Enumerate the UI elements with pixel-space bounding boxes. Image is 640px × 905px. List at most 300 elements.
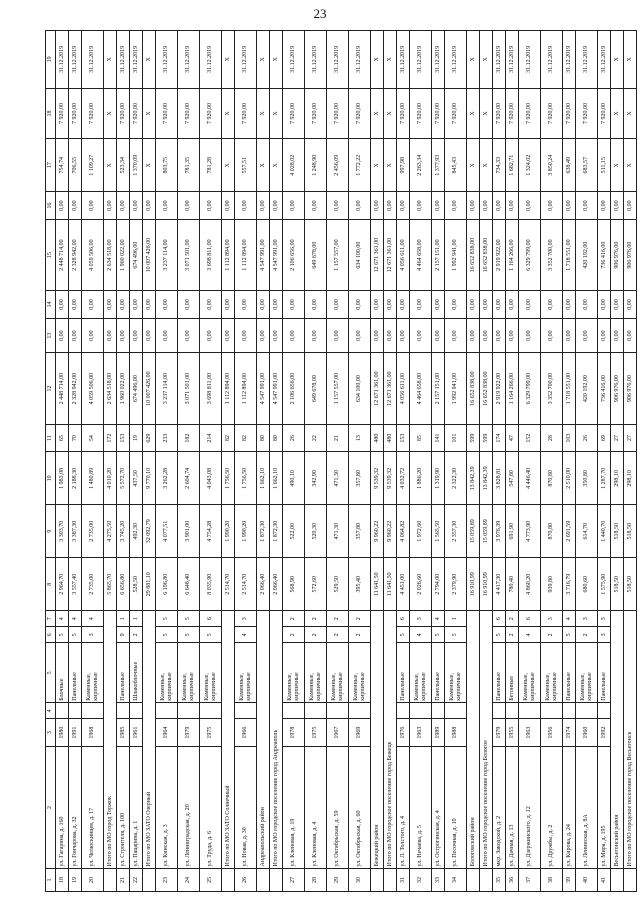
- table-cell: 1 756,50: [222, 452, 235, 505]
- table-cell: 3: [410, 611, 432, 627]
- table-cell: 1 682,71: [506, 139, 519, 192]
- table-cell: 4 860,20: [519, 558, 541, 611]
- table-row: [69, 31, 82, 892]
- table-cell: 7 920,00: [493, 88, 506, 139]
- table-cell: 31.12.2019: [130, 31, 143, 89]
- table-cell: 0,00: [541, 291, 563, 319]
- table-cell: 13 842,39: [480, 452, 493, 505]
- table-cell: X: [467, 88, 480, 139]
- table-cell: 3: [82, 627, 104, 643]
- table-cell: 5: [178, 627, 200, 643]
- table-cell: 31.12.2019: [519, 31, 541, 89]
- table-cell: 0,00: [143, 318, 156, 353]
- table-cell: 1956: [541, 719, 563, 747]
- table-cell: [143, 868, 156, 891]
- table-cell: 781,28: [200, 139, 222, 192]
- table-cell: 781,35: [178, 139, 200, 192]
- table-cell: [200, 703, 222, 719]
- table-cell: 1974: [563, 719, 576, 747]
- table-cell: 2: [283, 611, 305, 627]
- table-cell: 0,00: [117, 318, 130, 353]
- table-cell: [371, 868, 384, 891]
- table-cell: 2: [305, 611, 327, 627]
- table-cell: 4: [82, 611, 104, 627]
- table-row: [305, 31, 327, 892]
- table-cell: Каменные, кирпичные: [82, 643, 104, 703]
- table-cell: 4 754,28: [200, 505, 222, 558]
- table-cell: 0,00: [384, 192, 397, 220]
- table-cell: [56, 703, 69, 719]
- table-cell: 1 248,90: [305, 139, 327, 192]
- table-row: [130, 31, 143, 892]
- table-cell: 480: [384, 424, 397, 452]
- table-cell: 7 920,00: [519, 88, 541, 139]
- table-cell: 1980: [56, 719, 69, 747]
- table-cell: 3 716,79: [563, 558, 576, 611]
- table-cell: 7 920,00: [327, 88, 349, 139]
- table-cell: 7 920,00: [397, 88, 410, 139]
- table-cell: 471,30: [327, 452, 349, 505]
- rotated-table-container: [45, 30, 633, 892]
- table-cell: 1978: [283, 719, 305, 747]
- table-cell: 27: [283, 868, 305, 891]
- column-number-cell: 10: [46, 452, 56, 505]
- subtotal-row: [270, 31, 283, 892]
- table-cell: Каменные, кирпичные: [541, 643, 563, 703]
- table-cell: X: [257, 31, 270, 89]
- table-cell: 0,00: [104, 192, 117, 220]
- table-cell: 0,00: [432, 318, 445, 353]
- table-cell: 2 263,34: [410, 139, 432, 192]
- table-row: [519, 31, 541, 892]
- subtotal-label: Бежецкий район: [371, 611, 384, 869]
- table-cell: 31.12.2019: [69, 31, 82, 89]
- table-cell: X: [467, 31, 480, 89]
- table-cell: 7 920,00: [130, 88, 143, 139]
- subtotal-row: [480, 31, 493, 892]
- table-cell: 3: [598, 627, 611, 643]
- table-cell: 0,00: [445, 192, 467, 220]
- table-cell: 0,00: [519, 318, 541, 353]
- table-cell: 6 648,40: [178, 558, 200, 611]
- table-cell: X: [371, 88, 384, 139]
- table-cell: Панельные: [493, 643, 506, 703]
- table-cell: 3: [576, 611, 598, 627]
- table-row: [541, 31, 563, 892]
- table-cell: 0,00: [611, 291, 624, 319]
- table-cell: ул. Песочная, д. 10: [445, 746, 467, 868]
- table-cell: 780,40: [506, 558, 519, 611]
- table-row: [178, 31, 200, 892]
- table-cell: 28: [305, 868, 327, 891]
- table-cell: 7 920,00: [506, 88, 519, 139]
- table-cell: 2: [130, 627, 143, 643]
- column-number-cell: 9: [46, 505, 56, 558]
- table-cell: 4 056 611,00: [397, 219, 410, 290]
- table-cell: 736 416,00: [598, 219, 611, 290]
- table-cell: 31.12.2019: [432, 31, 445, 89]
- table-cell: 40: [576, 868, 598, 891]
- table-cell: 3 698 811,00: [200, 219, 222, 290]
- subtotal-label: Итого по МО ЗАТО Озерный: [143, 611, 156, 869]
- table-cell: 7 920,00: [235, 88, 257, 139]
- table-cell: 1989: [432, 719, 445, 747]
- table-cell: 0,00: [305, 291, 327, 319]
- table-cell: 16 652 838,00: [480, 353, 493, 424]
- table-cell: 3 828,81: [493, 452, 506, 505]
- table-cell: 3: [598, 611, 611, 627]
- column-number-cell: 8: [46, 558, 56, 611]
- table-cell: 0,00: [445, 318, 467, 353]
- table-cell: 528,50: [130, 558, 143, 611]
- table-cell: 0,00: [56, 192, 69, 220]
- table-row: [200, 31, 222, 892]
- table-cell: [467, 868, 480, 891]
- table-cell: 233: [156, 424, 178, 452]
- table-cell: 1 164 266,00: [506, 353, 519, 424]
- table-cell: ул. Пацарина, д. 1: [130, 746, 143, 868]
- table-cell: 4 077,51: [156, 505, 178, 558]
- table-cell: 38: [541, 868, 563, 891]
- table-cell: 1 112 894,00: [235, 219, 257, 290]
- table-cell: Каменные, кирпичные: [349, 643, 371, 703]
- table-row: [56, 31, 69, 892]
- table-cell: 649 678,00: [305, 219, 327, 290]
- table-cell: 0,00: [104, 291, 117, 319]
- table-cell: 31.12.2019: [117, 31, 130, 89]
- table-cell: 22: [305, 424, 327, 452]
- table-cell: 16 910,99: [480, 558, 493, 611]
- table-cell: 5: [445, 627, 467, 643]
- table-cell: 4 056 611,00: [397, 353, 410, 424]
- table-cell: 141: [432, 424, 445, 452]
- column-number-cell: 16: [46, 192, 56, 220]
- table-cell: 1 872,30: [257, 505, 270, 558]
- table-cell: 2 026,60: [410, 558, 432, 611]
- table-cell: ул. Дружбы, д. 2: [541, 746, 563, 868]
- table-cell: 520,30: [305, 505, 327, 558]
- table-cell: 3 237 114,00: [156, 353, 178, 424]
- table-cell: 5: [493, 627, 506, 643]
- table-cell: 674 496,00: [130, 219, 143, 290]
- table-cell: X: [624, 88, 637, 139]
- table-cell: 25: [200, 868, 222, 891]
- table-cell: 2: [541, 627, 563, 643]
- table-cell: 0,00: [349, 192, 371, 220]
- table-cell: 153: [397, 424, 410, 452]
- table-cell: 5: [156, 611, 178, 627]
- table-cell: 24: [178, 868, 200, 891]
- table-cell: 0,00: [480, 192, 493, 220]
- table-cell: 31.12.2019: [397, 31, 410, 89]
- table-cell: 31.12.2019: [410, 31, 432, 89]
- table-cell: 21: [117, 868, 130, 891]
- table-cell: 1 772,22: [349, 139, 371, 192]
- table-cell: ул. Кленовая, д. 19: [283, 746, 305, 868]
- table-cell: [327, 703, 349, 719]
- table-cell: 31.12.2019: [82, 31, 104, 89]
- table-cell: 0,00: [156, 291, 178, 319]
- table-cell: 706,55: [69, 139, 82, 192]
- table-cell: 2: [283, 627, 305, 643]
- table-cell: 31: [397, 868, 410, 891]
- table-cell: 0,00: [117, 192, 130, 220]
- table-cell: 906 976,00: [624, 353, 637, 424]
- table-cell: 634 100,00: [349, 219, 371, 290]
- table-cell: 31.12.2019: [563, 31, 576, 89]
- table-cell: 0,00: [235, 192, 257, 220]
- table-cell: 5: [56, 627, 69, 643]
- table-cell: 0,00: [541, 192, 563, 220]
- table-cell: X: [143, 88, 156, 139]
- table-cell: [563, 703, 576, 719]
- table-cell: 680,60: [576, 558, 598, 611]
- column-number-cell: 17: [46, 139, 56, 192]
- table-cell: ул. Мира, д. 195: [598, 746, 611, 868]
- table-cell: ул. Ленинская, д. 8А: [576, 746, 598, 868]
- table-cell: X: [611, 31, 624, 89]
- table-cell: 0,00: [563, 192, 576, 220]
- table-cell: [611, 868, 624, 891]
- table-cell: 2: [327, 611, 349, 627]
- table-cell: 0,00: [384, 291, 397, 319]
- table-cell: 6: [200, 611, 222, 627]
- table-cell: 629: [143, 424, 156, 452]
- table-cell: 26: [576, 424, 598, 452]
- table-cell: [156, 703, 178, 719]
- table-cell: X: [624, 139, 637, 192]
- page-number: 23: [313, 6, 327, 21]
- table-cell: 638,49: [563, 139, 576, 192]
- table-cell: 69: [598, 424, 611, 452]
- table-cell: 3 557,40: [69, 558, 82, 611]
- table-cell: 298,10: [624, 452, 637, 505]
- column-number-cell: 14: [46, 291, 56, 319]
- table-cell: X: [480, 88, 493, 139]
- table-cell: 4: [56, 611, 69, 627]
- table-cell: 31.12.2019: [56, 31, 69, 89]
- table-cell: 2 328 942,00: [69, 219, 82, 290]
- table-row: [432, 31, 445, 892]
- table-cell: 6 329 799,00: [519, 353, 541, 424]
- table-cell: [178, 703, 200, 719]
- table-cell: 0,00: [506, 192, 519, 220]
- table-cell: 1 662,10: [270, 452, 283, 505]
- table-cell: 0,00: [235, 318, 257, 353]
- table-cell: [541, 703, 563, 719]
- table-cell: 557,51: [235, 139, 257, 192]
- subtotal-label: Бологовский район: [467, 611, 480, 869]
- table-cell: 16 652 838,00: [467, 219, 480, 290]
- table-cell: 41: [598, 868, 611, 891]
- table-cell: 906 976,00: [611, 353, 624, 424]
- table-cell: 1 718 551,00: [563, 353, 576, 424]
- table-cell: 31.12.2019: [493, 31, 506, 89]
- table-cell: ул. Челюскинцев, д. 17: [82, 746, 104, 868]
- table-cell: 2 157 151,00: [432, 353, 445, 424]
- table-cell: X: [270, 88, 283, 139]
- table-cell: 0,00: [327, 192, 349, 220]
- table-cell: 1: [130, 611, 143, 627]
- table-cell: 1963: [410, 719, 432, 747]
- table-cell: 2 604,74: [178, 452, 200, 505]
- table-cell: 1985: [117, 719, 130, 747]
- table-cell: 7 920,00: [349, 88, 371, 139]
- table-cell: 0,00: [410, 291, 432, 319]
- table-cell: [506, 703, 519, 719]
- table-cell: ул. Дзержинского, д. 12: [519, 746, 541, 868]
- table-cell: 1 157 557,00: [327, 353, 349, 424]
- table-cell: 22: [130, 868, 143, 891]
- subtotal-label: Весьегонский район: [611, 611, 624, 869]
- table-cell: [349, 703, 371, 719]
- table-cell: X: [467, 139, 480, 192]
- table-cell: 3 387,30: [69, 505, 82, 558]
- table-cell: 5: [432, 627, 445, 643]
- table-cell: 33: [432, 868, 445, 891]
- table-cell: [519, 703, 541, 719]
- table-cell: 2 379,90: [445, 558, 467, 611]
- table-cell: [117, 703, 130, 719]
- table-cell: 691,90: [506, 505, 519, 558]
- subtotal-label: Итого по МО городское поселение город Андреаполь: [270, 611, 283, 869]
- table-cell: 0,00: [467, 291, 480, 319]
- table-cell: 6: [397, 611, 410, 627]
- table-cell: 492,30: [130, 505, 143, 558]
- table-cell: 214: [200, 424, 222, 452]
- table-cell: 0,00: [283, 291, 305, 319]
- table-cell: 2 448 714,00: [56, 219, 69, 290]
- subtotal-label: Итого по МО город Торжок: [104, 611, 117, 869]
- table-cell: 0,00: [480, 318, 493, 353]
- table-cell: 0,00: [156, 318, 178, 353]
- table-cell: 518,50: [611, 505, 624, 558]
- table-cell: 0,00: [410, 318, 432, 353]
- table-cell: [235, 703, 257, 719]
- column-number-cell: 2: [46, 746, 56, 868]
- table-cell: [445, 703, 467, 719]
- table-cell: 9 770,10: [143, 452, 156, 505]
- table-cell: 7 920,00: [563, 88, 576, 139]
- table-cell: 0,00: [371, 192, 384, 220]
- table-cell: X: [384, 31, 397, 89]
- table-cell: 3 262,28: [156, 452, 178, 505]
- table-cell: 18: [56, 868, 69, 891]
- table-cell: 939,80: [541, 558, 563, 611]
- table-cell: 29: [327, 868, 349, 891]
- table-cell: 7 920,00: [576, 88, 598, 139]
- table-cell: 0,00: [576, 192, 598, 220]
- table-row: [506, 31, 519, 892]
- table-cell: 0,00: [82, 318, 104, 353]
- table-cell: 2 188,30: [69, 452, 82, 505]
- table-cell: 80: [257, 424, 270, 452]
- table-cell: 4: [519, 627, 541, 643]
- subtotal-row: [384, 31, 397, 892]
- table-cell: 7 920,00: [283, 88, 305, 139]
- table-cell: X: [257, 88, 270, 139]
- table-cell: 0,00: [178, 192, 200, 220]
- table-cell: 4: [410, 627, 432, 643]
- table-cell: ул. Л. Толстого, д. 4: [397, 746, 410, 868]
- table-cell: Каменные, кирпичные: [445, 643, 467, 703]
- table-cell: 153: [117, 424, 130, 452]
- table-cell: X: [257, 139, 270, 192]
- table-cell: 7 920,00: [598, 88, 611, 139]
- table-cell: 4 028,02: [283, 139, 305, 192]
- table-cell: 15 059,89: [467, 505, 480, 558]
- table-cell: 1 756,50: [235, 452, 257, 505]
- table-cell: 0,00: [82, 291, 104, 319]
- table-cell: 0,00: [432, 291, 445, 319]
- table-cell: 1 662,10: [257, 452, 270, 505]
- table-cell: ул. Нечаева, д. 5: [410, 746, 432, 868]
- table-cell: 2 328 942,00: [69, 353, 82, 424]
- table-cell: 16 652 838,00: [480, 219, 493, 290]
- table-cell: 3 745,20: [117, 505, 130, 558]
- table-cell: 511,15: [598, 139, 611, 192]
- table-cell: Шлакоблочные: [130, 643, 143, 703]
- table-cell: 1 287,70: [598, 452, 611, 505]
- table-cell: 2 919 922,00: [493, 219, 506, 290]
- table-cell: [598, 703, 611, 719]
- table-cell: 2 510,00: [563, 452, 576, 505]
- column-number-cell: 4: [46, 703, 56, 719]
- table-cell: 736 416,00: [598, 353, 611, 424]
- table-cell: 298,10: [611, 452, 624, 505]
- table-cell: 9 960,22: [384, 505, 397, 558]
- column-number-cell: 6: [46, 627, 56, 643]
- table-cell: 0,00: [270, 291, 283, 319]
- table-cell: 9 960,22: [371, 505, 384, 558]
- table-cell: 734,33: [493, 139, 506, 192]
- table-cell: 12 671 361,00: [371, 353, 384, 424]
- table-cell: ул. Строителя, д. 100: [117, 746, 130, 868]
- table-cell: ул. Октябрьская, д. 60: [349, 746, 371, 868]
- table-cell: 0,00: [432, 192, 445, 220]
- table-cell: 34: [445, 868, 467, 891]
- table-cell: 1979: [178, 719, 200, 747]
- table-cell: 0,00: [397, 192, 410, 220]
- table-cell: X: [270, 139, 283, 192]
- table-row: [283, 31, 305, 892]
- table-cell: 0,00: [371, 318, 384, 353]
- table-cell: [270, 868, 283, 891]
- table-cell: 0,00: [270, 318, 283, 353]
- table-cell: 0,00: [130, 318, 143, 353]
- table-cell: 649 678,00: [305, 353, 327, 424]
- table-cell: 614,70: [576, 505, 598, 558]
- table-cell: ул. Острогинская, д. 4: [432, 746, 445, 868]
- table-cell: 36: [506, 868, 519, 891]
- table-cell: 3 237 114,00: [156, 219, 178, 290]
- table-cell: 5: [178, 611, 200, 627]
- table-cell: 32: [410, 868, 432, 891]
- subtotal-label: Андреапольский район: [257, 611, 270, 869]
- table-row: [598, 31, 611, 892]
- subtotal-label: Итого по МО ЗАТО Солнечный: [222, 611, 235, 869]
- table-cell: 4 464 658,00: [410, 219, 432, 290]
- table-cell: 2 066,40: [257, 558, 270, 611]
- table-cell: 65: [56, 424, 69, 452]
- table-cell: 0,00: [624, 291, 637, 319]
- table-cell: Каменные, кирпичные: [235, 643, 257, 703]
- table-cell: ул. Кленовая, д. 4: [305, 746, 327, 868]
- table-cell: 5: [200, 627, 222, 643]
- table-cell: 0,00: [410, 192, 432, 220]
- table-row: [327, 31, 349, 892]
- table-cell: 2: [305, 627, 327, 643]
